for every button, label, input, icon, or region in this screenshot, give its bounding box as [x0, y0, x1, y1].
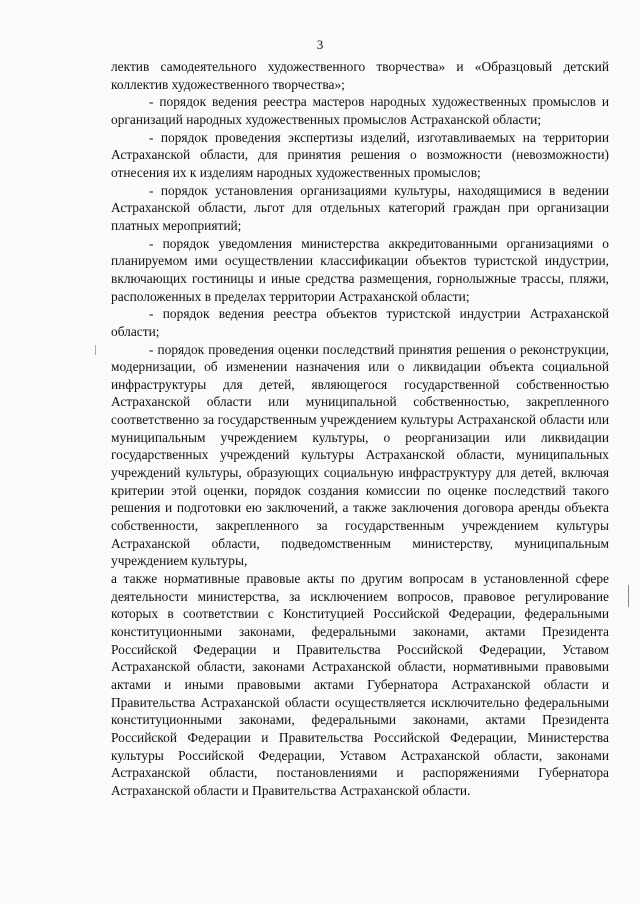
paragraph-3: - порядок проведения экспертизы изделий, изготавливаемых на территории Астраханской области, для принятия решения о возможности (невозможности) отнесения их к изделиям народных художественных промыслов;: [111, 129, 609, 180]
paragraph-5: - порядок уведомления министерства аккредитованными организациями о планируемом ими осуществлении классификации объектов туристской индустрии, включающих гостиницы и иные средства размещения, горнолыжные трассы, пляжи, расположенных в пределах территории Астраханской области;: [111, 235, 609, 304]
paragraph-4: - порядок установления организациями культуры, находящимися в ведении Астраханской области, льгот для отдельных категорий граждан при организации платных мероприятий;: [111, 182, 609, 233]
scan-margin-mark: [95, 345, 96, 355]
scan-margin-mark: [628, 585, 629, 607]
paragraph-1: лектив самодеятельного художественного творчества» и «Образцовый детский коллектив художественного творчества»;: [111, 59, 609, 92]
paragraph-8: а также нормативные правовые акты по другим вопросам в установленной сфере деятельности министерства, за исключением вопросов, правовое регулирование которых в соответствии с Конституцией Российской Федерации, федеральными конституционными законами, федеральными законами, актами Президента Российской Федерации и Правительства Российской Федерации, Уставом Астраханской области, законами Астраханской области, нормативными правовыми актами и иными правовыми актами Губернатора Астраханской области и Правительства Астраханской области осуществляется исключительно федеральными конституционными законами, федеральными законами, актами Президента Российской Федерации и Правительства Российской Федерации, Министерства культуры Российской Федерации, Уставом Астраханской области, законами Астраханской области, постановлениями и распоряжениями Губернатора Астраханской области и Правительства Астраханской области.: [111, 571, 609, 798]
paragraph-2: - порядок ведения реестра мастеров народных художественных промыслов и организаций народных художественных промыслов Астраханской области;: [111, 94, 609, 127]
paragraph-7: - порядок проведения оценки последствий принятия решения о реконструкции, модернизации, об изменении назначения или о ликвидации объекта социальной инфраструктуры для детей, являющегося государственной собственностью Астраханской области или муниципальной собственностью, закрепленного соответственно за государственным учреждением культуры Астраханской области или муниципальным учреждением культуры, о реорганизации или ликвидации государственных учреждений культуры Астраханской области, муниципальных учреждений культуры, образующих социальную инфраструктуру для детей, включая критерии этой оценки, порядок создания комиссии по оценке последствий такого решения и подготовки ею заключений, а также заключения договора аренды объекта собственности, закрепленного за государственным учреждением культуры Астраханской области, подведомственным министерству, муниципальным учреждением культуры,: [111, 341, 609, 569]
page-number: 3: [316, 37, 324, 52]
paragraph-6: - порядок ведения реестра объектов туристской индустрии Астраханской области;: [111, 306, 609, 339]
document-body: [111, 58, 609, 800]
